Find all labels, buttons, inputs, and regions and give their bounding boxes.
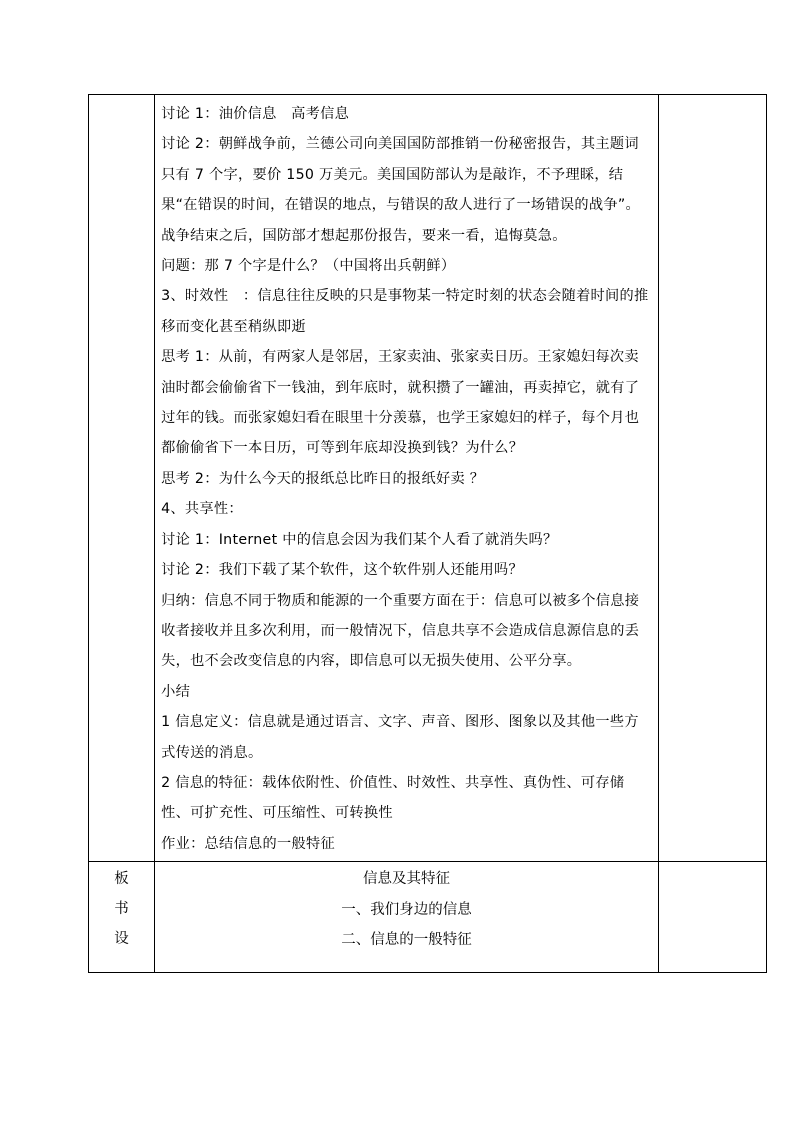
- board-design-label-cell: [89, 862, 155, 973]
- teaching-content-cell: [155, 95, 659, 862]
- board-notes-cell: [658, 862, 766, 973]
- board-label-char-2: 书: [114, 901, 129, 918]
- sharing-discussion-1: 讨论 1：Internet 中的信息会因为我们某个人看了就消失吗？: [161, 531, 558, 548]
- homework: 作业：总结信息的一般特征: [161, 835, 335, 852]
- summary-features: 2 信息的特征：载体依附性、价值性、时效性、共享性、真伪性、可存储性、可扩充性、可压缩性、可转换性: [161, 774, 625, 822]
- board-label-char-1: 板: [114, 871, 129, 888]
- board-title: 信息及其特征: [362, 871, 450, 888]
- board-design-label: [89, 862, 154, 954]
- notes-cell: [658, 95, 766, 862]
- discussion-2: 讨论 2：朝鲜战争前，兰德公司向美国国防部推销一份秘密报告，其主题词只有 7 个字，要价 150 万美元。美国国防部认为是敲诈，不予理睬，结果“在错误的时间，在错误的地点，与错误的敌人进行了一场错误的战争”。战争结束之后，国防部才想起那份报告，要来一看，追悔莫急。: [161, 136, 640, 244]
- summary-conclusion: 归纳：信息不同于物质和能源的一个重要方面在于：信息可以被多个信息接收者接收并且多次利用，而一般情况下，信息共享不会造成信息源信息的丢失，也不会改变信息的内容，即信息可以无损失使用、公平分享。: [161, 592, 640, 670]
- board-design-row: [89, 862, 767, 973]
- board-design-content-cell: [155, 862, 659, 973]
- lesson-plan-table: [88, 94, 767, 973]
- board-item-2: 二、信息的一般特征: [341, 932, 472, 949]
- sharing-heading: 4、共享性：: [161, 501, 243, 518]
- teaching-process-row: [89, 95, 767, 862]
- board-label-char-3: 设: [114, 931, 129, 948]
- question: 问题：那 7 个字是什么？（中国将出兵朝鲜）: [161, 258, 456, 275]
- board-design-content: [155, 862, 658, 972]
- sharing-discussion-2: 讨论 2：我们下载了某个软件，这个软件别人还能用吗？: [161, 562, 523, 579]
- summary-definition: 1 信息定义：信息就是通过语言、文字、声音、图形、图象以及其他一些方式传送的消息。: [161, 714, 639, 761]
- teaching-content: [155, 95, 658, 861]
- timeliness-heading: 3、时效性 ：信息往往反映的只是事物某一特定时刻的状态会随着时间的推移而变化甚至稍纵即逝: [161, 288, 649, 335]
- summary-heading: 小结: [161, 683, 191, 700]
- thinking-1: 思考 1：从前，有两家人是邻居，王家卖油、张家卖日历。王家媳妇每次卖油时都会偷偷省下一钱油，到年底时，就积攒了一罐油，再卖掉它，就有了过年的钱。而张家媳妇看在眼里十分羡慕，也学王家媳妇的样子，每个月也都偷偷省下一本日历，可等到年底却没换到钱？为什么？: [161, 349, 640, 457]
- discussion-1: 讨论 1：油价信息 高考信息: [161, 106, 350, 122]
- board-item-1: 一、我们身边的信息: [341, 901, 472, 918]
- thinking-2: 思考 2：为什么今天的报纸总比昨日的报纸好卖 ？: [161, 470, 485, 487]
- left-label-cell: [89, 95, 155, 862]
